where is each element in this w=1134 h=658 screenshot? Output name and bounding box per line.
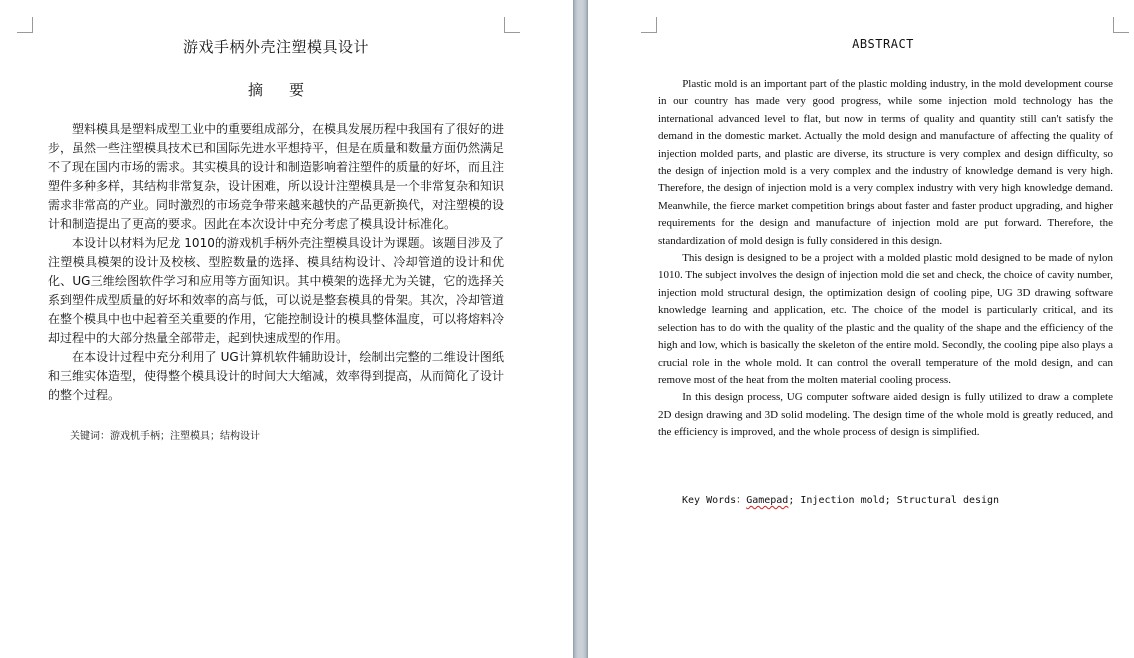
document-page-english — [588, 0, 1134, 658]
page-corner-marker — [641, 17, 657, 33]
abstract-paragraph[interactable]: In this design process, UG computer software aided design is fully utilized to draw a complete 2D design drawing and 3D solid modeling. The design time of the whole mold is greatly reduced, and the efficiency is improved, and the whole process of design is simplified. — [658, 391, 1113, 439]
page-corner-marker — [504, 17, 520, 33]
abstract-body[interactable] — [48, 120, 504, 405]
abstract-paragraph[interactable]: 塑料模具是塑料成型工业中的重要组成部分，在模具发展历程中我国有了很好的进步，虽然一些注塑模具技术已和国际先进水平想持平，但是在质量和数量方面仍然满足不了现在国内市场的需求。其实模具的设计和制造影响着注塑件的质量的好坏，而且注塑件多种多样，其结构非常复杂，设计困难，所以设计注塑模具是一个非常复杂和知识需求非常高的产业。同时激烈的市场竞争带来越来越快的产品更新换代，对注塑模的设计和制造提出了更高的要求。因此在本次设计中充分考虑了模具设计标准化。 — [48, 122, 505, 231]
keywords-line[interactable] — [682, 493, 999, 509]
page-corner-marker — [1113, 17, 1129, 33]
keywords-line[interactable]: 关键词：游戏机手柄；注塑模具；结构设计 — [70, 431, 260, 442]
keywords-label: Key Words： — [682, 495, 747, 506]
abstract-paragraph[interactable]: Plastic mold is an important part of the plastic molding industry, in the mold development course in our country has made very good progress, while some injection mold technology has the international advanced level to flat, but now in terms of quality and quantity still can't satisfy the demand in the domestic market. Actually the mold design and manufacture of affecting the quality of injection molded parts, and plastic are diverse, its structure is very complex and design difficulty, so the design of injection mold is a very complex and the industry of knowledge demand is very high. Therefore, the design of injection mold is a very complex industry with very high knowledge demand. Meanwhile, the fierce market competition brings about faster and faster product upgrading, and higher requirements for the design and manufacture of injection mold are put forward. Therefore, the standardization of mold design is fully considered in this design. — [658, 78, 1113, 247]
spellcheck-flagged-word[interactable]: Gamepad — [746, 495, 789, 506]
abstract-title[interactable]: ABSTRACT — [852, 37, 914, 51]
abstract-body[interactable] — [658, 76, 1113, 442]
page-corner-marker — [17, 17, 33, 33]
page-gutter — [573, 0, 588, 658]
abstract-paragraph[interactable]: 本设计以材料为尼龙 1010的游戏机手柄外壳注塑模具设计为课题。该题目涉及了注塑模具模架的设计及校核、型腔数量的选择、模具结构设计、冷却管道的设计和优化、UG三维绘图软件学习和应用等方面知识。其中模架的选择尤为关键，它的选择关系到塑件成型质量的好坏和效率的高与低，可以说是整套模具的骨架。其次，冷却管道在整个模具中也中起着至关重要的作用，它能控制设计的模具整体温度，可以将熔料冷却过程中的大部分热量全部带走，起到快速成型的作用。 — [48, 236, 505, 345]
abstract-paragraph[interactable]: This design is designed to be a project with a molded plastic mold designed to be made of nylon 1010. The subject involves the design of injection mold die set and check, the choice of cavity number, injection mold structural design, the optimization design of cooling pipe, UG 3D drawing software knowledge learning and application, etc. The choice of the model is particularly critical, and its selection has to do with the quality of the plastic and the quality of the shape and the efficiency of the high and low, which is basically the skeleton of the entire mold. Secondly, the cooling pipe also plays a crucial role in the whole mold. It can control the overall temperature of the mold design, and can remove most of the heat from the molten material cooling process. — [658, 252, 1113, 386]
keywords-text: ; Injection mold; Structural design — [788, 495, 1000, 506]
abstract-heading[interactable]: 摘要 — [247, 81, 330, 99]
abstract-paragraph[interactable]: 在本设计过程中充分利用了 UG计算机软件辅助设计，绘制出完整的二维设计图纸和三维实体造型，使得整个模具设计的时间大大缩减，效率得到提高，从而简化了设计的整个过程。 — [48, 350, 505, 402]
page-title[interactable]: 游戏手柄外壳注塑模具设计 — [182, 38, 369, 56]
